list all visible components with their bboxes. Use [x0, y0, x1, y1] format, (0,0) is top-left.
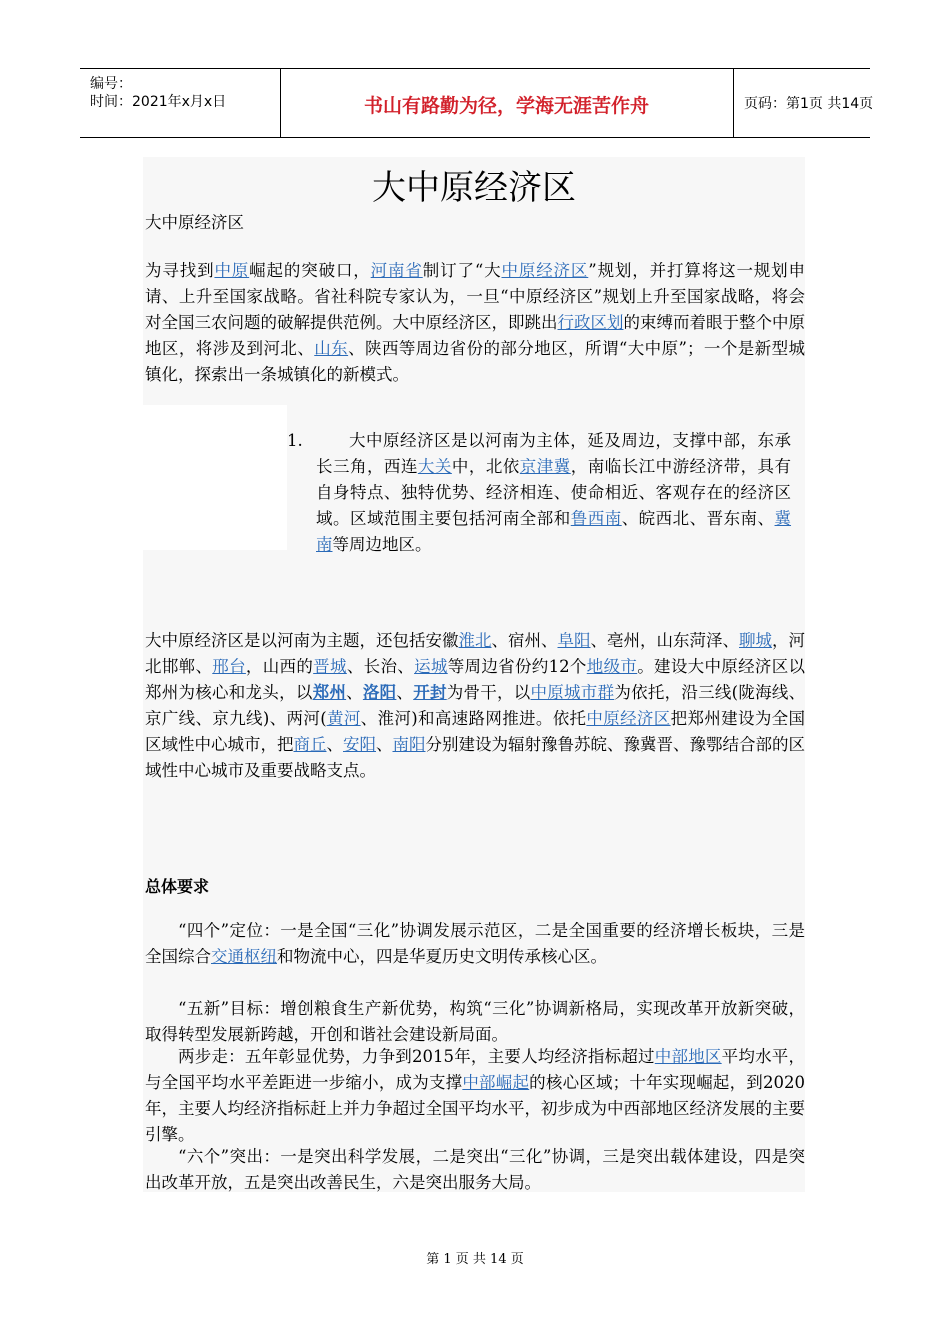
hyperlink[interactable]: 中原城市群: [530, 683, 615, 702]
text-run: 大中原经济区是以河南为主体，延及周边，支撑中部，东承长三角，西连: [316, 431, 791, 476]
hyperlink[interactable]: 大关: [417, 457, 452, 476]
text-run: ”规划，并打算将这一规划申请、上升至国家战略。省社科院专家认为，一旦“中原经济区”规划上升至国家战略，将会对全国三农问题的破解提供范例。大中原经济区，即跳出: [145, 261, 806, 332]
header-table: [80, 68, 874, 138]
text-run: 把郑州建设为全国区域性中心城市，把: [145, 709, 806, 754]
text-run: 、淮河)和高速路网推进。依托: [360, 709, 587, 728]
document-subtitle: 大中原经济区: [145, 213, 244, 232]
text-run: “六个”突出：一是突出科学发展，二是突出“三化”协调，三是突出载体建设，四是突出改革开放，五是突出改善民生，六是突出服务大局。: [145, 1147, 805, 1192]
hyperlink[interactable]: 冀南: [316, 509, 792, 554]
hyperlink[interactable]: 地级市: [586, 657, 638, 676]
list-item-text: [316, 428, 791, 558]
hyperlink[interactable]: 中原: [214, 261, 250, 280]
hyperlink[interactable]: 中部地区: [654, 1047, 722, 1066]
text-run: 制订了“大: [422, 261, 502, 280]
requirement-six-highlights: [145, 1144, 805, 1196]
text-run: 的束缚而着眼于整个中原地区，将涉及到河北、: [145, 313, 805, 358]
text-run: 、宿州、: [491, 631, 558, 650]
requirement-positioning: [145, 918, 805, 970]
requirement-goals: [145, 996, 805, 1048]
text-run: 为寻找到: [145, 261, 215, 280]
hyperlink[interactable]: 中原经济区: [501, 261, 589, 280]
document-title: 大中原经济区: [372, 168, 576, 208]
hyperlink[interactable]: 晋城: [313, 657, 347, 676]
text-run: 、: [396, 683, 414, 702]
hyperlink[interactable]: 郑州: [312, 683, 347, 702]
text-run: ，河北邯郸、: [145, 631, 805, 676]
text-run: 为骨干，以: [446, 683, 531, 702]
intro-paragraph: [145, 258, 805, 388]
hyperlink[interactable]: 京津冀: [519, 457, 571, 476]
text-run: 平均水平，与全国平均水平差距进一步缩小，成为支撑: [145, 1047, 805, 1092]
text-run: 和物流中心，四是华夏历史文明传承核心区。: [277, 947, 607, 966]
hyperlink[interactable]: 交通枢纽: [211, 947, 277, 966]
header-page-cell: [734, 69, 874, 137]
text-run: “五新”目标：增创粮食生产新优势，构筑“三化”协调新格局，实现改革开放新突破，取得转型发展新跨越，开创和谐社会建设新局面。: [145, 999, 805, 1044]
text-run: 等周边地区。: [332, 535, 432, 554]
header-info-cell: [80, 69, 281, 137]
text-run: “四个”定位：一是全国“三化”协调发展示范区，二是全国重要的经济增长板块，三是全国综合: [145, 921, 805, 966]
header-motto-cell: [280, 69, 734, 137]
hyperlink[interactable]: 聊城: [739, 631, 772, 650]
text-run: 、长治、: [346, 657, 415, 676]
text-run: 、: [326, 735, 343, 754]
hyperlink[interactable]: 中原经济区: [586, 709, 671, 728]
document-time-label: 时间：2021年x月x日: [90, 94, 227, 110]
list-item-number: 1.: [287, 431, 303, 450]
text-run: 的核心区域；十年实现崛起，到2020年，主要人均经济指标赶上并力争超过全国平均水平，初步成为中西部地区经济发展的主要引擎。: [145, 1073, 806, 1144]
hyperlink[interactable]: 邢台: [212, 657, 246, 676]
text-run: 、: [346, 683, 363, 702]
text-run: 大中原经济区是以河南为主题，还包括安徽: [145, 631, 459, 650]
hyperlink[interactable]: 阜阳: [557, 631, 591, 650]
document-number-label: 编号：: [90, 76, 132, 92]
text-run: 为依托，沿三线(陇海线、京广线、京九线)、两河(: [145, 683, 806, 728]
hyperlink[interactable]: 商丘: [293, 735, 327, 754]
text-run: ，南临长江中游经济带，具有自身特点、独特优势、经济相连、使命相近、客观存在的经济区域。区域范围主要包括河南全部和: [316, 457, 792, 528]
hyperlink[interactable]: 鲁西南: [570, 509, 622, 528]
section-heading: 总体要求: [145, 877, 210, 896]
requirement-two-steps: [145, 1044, 805, 1148]
header-motto: 书山有路勤为径，学海无涯苦作舟: [363, 95, 649, 117]
hyperlink[interactable]: 山东: [314, 339, 349, 358]
text-run: 等周边省份约12个: [447, 657, 587, 676]
text-run: 。建设大中原经济区以郑州为核心和龙头，以: [145, 657, 806, 702]
header-page-info: 页码：第1页 共14页: [744, 96, 874, 112]
text-run: 、亳州，山东菏泽、: [590, 631, 739, 650]
hyperlink[interactable]: 中部崛起: [462, 1073, 530, 1092]
hyperlink[interactable]: 运城: [414, 657, 448, 676]
scope-paragraph: [145, 628, 805, 784]
text-run: 崛起的突破口，: [249, 261, 371, 280]
hyperlink[interactable]: 黄河: [326, 709, 361, 728]
hyperlink[interactable]: 安阳: [343, 735, 376, 754]
hyperlink[interactable]: 南阳: [392, 735, 426, 754]
text-run: 、陕西等周边省份的部分地区，所谓“大中原”；一个是新型城镇化，探索出一条城镇化的新模式。: [145, 339, 806, 384]
text-run: 两步走：五年彰显优势，力争到2015年，主要人均经济指标超过: [178, 1047, 655, 1066]
text-run: ，山西的: [245, 657, 314, 676]
page-footer: 第 1 页 共 14 页: [426, 1252, 524, 1267]
text-run: 分别建设为辐射豫鲁苏皖、豫冀晋、豫鄂结合部的区域性中心城市及重要战略支点。: [145, 735, 805, 780]
hyperlink[interactable]: 淮北: [458, 631, 492, 650]
hyperlink[interactable]: 河南省: [370, 261, 423, 280]
hyperlink[interactable]: 行政区划: [557, 313, 624, 332]
hyperlink[interactable]: 开封: [413, 683, 447, 702]
text-run: 、皖西北、晋东南、: [621, 509, 775, 528]
hyperlink[interactable]: 洛阳: [362, 683, 397, 702]
text-run: 中，北依: [451, 457, 520, 476]
text-run: 、: [376, 735, 393, 754]
